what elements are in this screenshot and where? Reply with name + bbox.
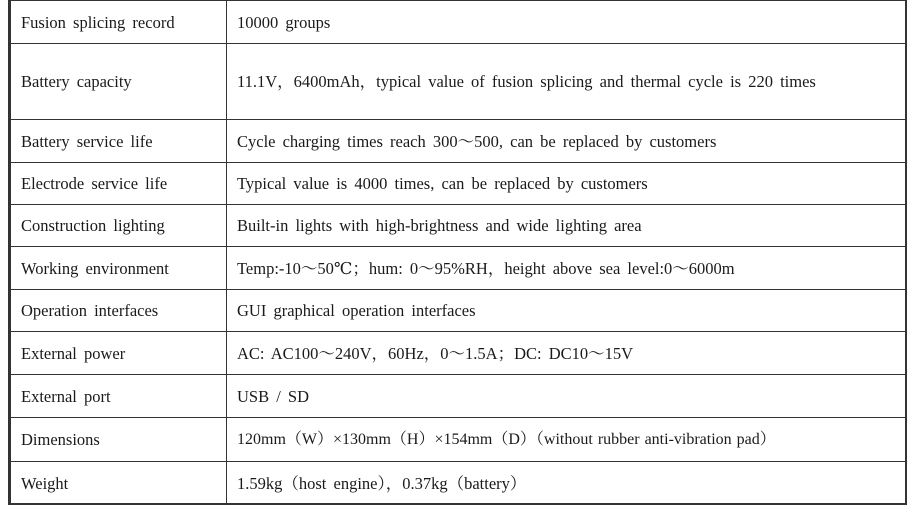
row-label: Battery service life <box>11 120 227 163</box>
table-row <box>11 247 906 290</box>
row-value: Temp:-10～50℃；hum: 0～95%RH，height above sea level:0～6000m <box>227 247 906 290</box>
row-label: External port <box>11 375 227 418</box>
row-label: Weight <box>11 462 227 505</box>
table-row <box>11 290 906 332</box>
row-label: Working environment <box>11 247 227 290</box>
spec-table <box>10 0 906 505</box>
table-row <box>11 205 906 247</box>
row-value: Built-in lights with high-brightness and wide lighting area <box>227 205 906 247</box>
table-row <box>11 44 906 120</box>
table-row <box>11 375 906 418</box>
row-label: Operation interfaces <box>11 290 227 332</box>
row-value: 1.59kg（host engine），0.37kg（battery） <box>227 462 906 505</box>
table-row <box>11 332 906 375</box>
row-value: 11.1V，6400mAh，typical value of fusion splicing and thermal cycle is 220 times <box>227 44 906 120</box>
row-value: Cycle charging times reach 300～500, can be replaced by customers <box>227 120 906 163</box>
row-value: GUI graphical operation interfaces <box>227 290 906 332</box>
table-row <box>11 462 906 505</box>
row-label: Dimensions <box>11 418 227 462</box>
row-value: 10000 groups <box>227 1 906 44</box>
row-label: Construction lighting <box>11 205 227 247</box>
table-row <box>11 163 906 205</box>
row-label: External power <box>11 332 227 375</box>
row-value: 120mm（W）×130mm（H）×154mm（D）（without rubber anti-vibration pad） <box>227 418 906 462</box>
row-label: Fusion splicing record <box>11 1 227 44</box>
row-label: Electrode service life <box>11 163 227 205</box>
row-value: Typical value is 4000 times, can be replaced by customers <box>227 163 906 205</box>
table-row <box>11 120 906 163</box>
row-value: AC: AC100～240V，60Hz，0～1.5A；DC: DC10～15V <box>227 332 906 375</box>
table-row <box>11 418 906 462</box>
row-value: USB / SD <box>227 375 906 418</box>
table-row <box>11 1 906 44</box>
row-label: Battery capacity <box>11 44 227 120</box>
